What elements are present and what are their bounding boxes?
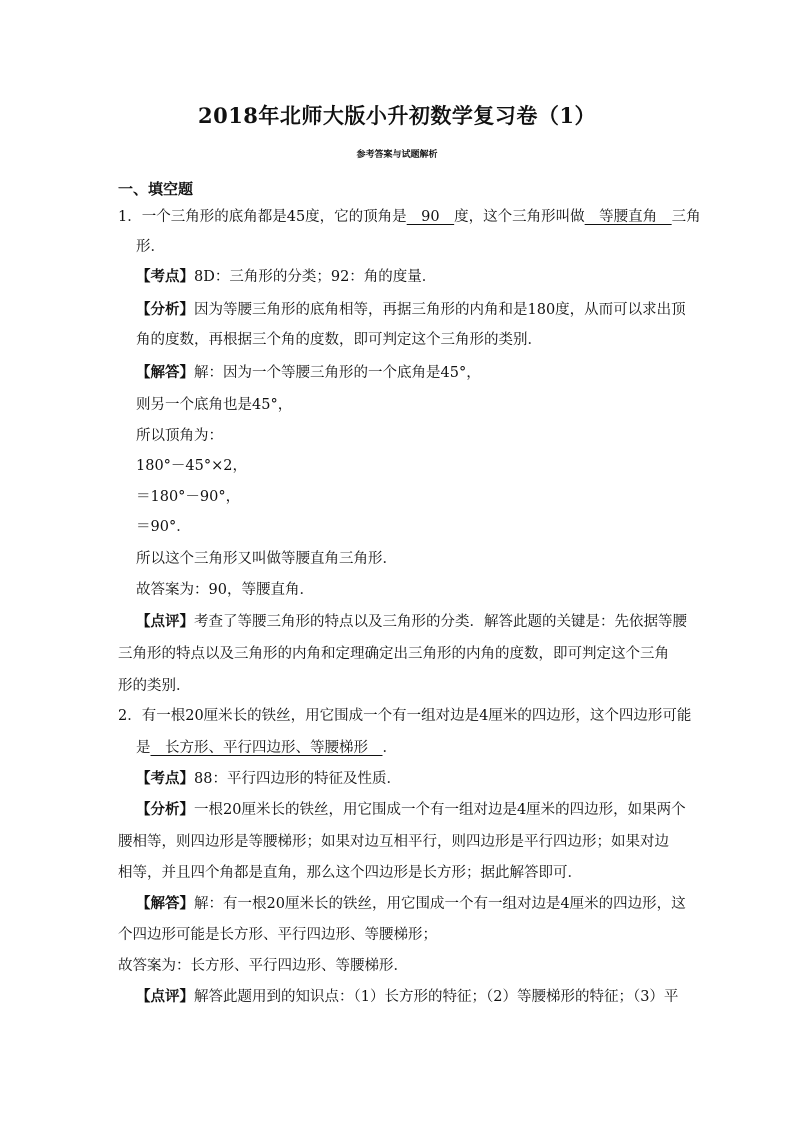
dianping-tag: 【点评】: [136, 613, 194, 630]
q1-fenxi-1: [136, 301, 686, 319]
q1-jieda-4: 180°－45°×2，: [136, 458, 248, 474]
q2-question-cont: [136, 739, 681, 757]
q2-question-line: [118, 707, 692, 725]
q2-jieda-2: 个四边形可能是长方形、平行四边形、等腰梯形；: [118, 927, 437, 943]
jieda-text: 解：有一根20厘米长的铁丝，用它围成一个有一组对边是4厘米的四边形，这: [194, 896, 686, 912]
kaodian-tag: 【考点】: [136, 268, 194, 285]
q1-fenxi-2: 角的度数，再根据三个角的度数，即可判定这个三角形的类别．: [136, 332, 542, 348]
fenxi-text: 一根20厘米长的铁丝，用它围成一个有一组对边是4厘米的四边形，如果两个: [194, 802, 686, 818]
q1-dianping-2: 三角形的特点以及三角形的内角和定理确定出三角形的内角的度数，即可判定这个三角: [118, 646, 669, 662]
q2-number: 2．: [118, 708, 142, 724]
q1-text-a: 一个三角形的底角都是45度，它的顶角是: [141, 209, 407, 225]
q1-jieda-5: ＝180°－90°，: [136, 489, 241, 505]
dianping-tag: 【点评】: [136, 988, 194, 1005]
q2-dianping-1: [136, 988, 681, 1006]
q1-question-line: [118, 208, 701, 226]
q2-text-c: ．: [382, 740, 397, 756]
q1-kaodian: [136, 268, 681, 286]
q2-text-b: 是: [136, 740, 151, 756]
kaodian-text: 8D：三角形的分类；92：角的度量．: [194, 269, 437, 285]
q1-answer-blank-2: 等腰直角: [584, 209, 672, 225]
fenxi-tag: 【分析】: [136, 801, 194, 818]
q2-answer-blank: 长方形、平行四边形、等腰梯形: [150, 740, 383, 756]
q1-dianping-1: [136, 613, 687, 631]
kaodian-text: 88：平行四边形的特征及性质．: [194, 771, 401, 787]
q2-jieda-1: [136, 895, 686, 913]
page-subtitle: 参考答案与试题解析: [356, 150, 438, 160]
q2-kaodian: [136, 770, 681, 788]
q2-fenxi-3: 相等，并且四个角都是直角，那么这个四边形是长方形；据此解答即可．: [118, 865, 582, 881]
q1-jieda-8: 故答案为：90，等腰直角．: [136, 582, 314, 598]
q1-jieda-1: [136, 364, 681, 382]
kaodian-tag: 【考点】: [136, 770, 194, 787]
q1-answer-blank-1: 90: [406, 209, 455, 225]
jieda-text: 解：因为一个等腰三角形的一个底角是45°，: [194, 365, 481, 381]
fenxi-tag: 【分析】: [136, 301, 194, 318]
q2-jieda-3: 故答案为：长方形、平行四边形、等腰梯形．: [118, 958, 408, 974]
q1-jieda-3: 所以顶角为：: [136, 428, 223, 444]
q1-question-cont: 形．: [136, 239, 165, 255]
q1-jieda-7: 所以这个三角形又叫做等腰直角三角形．: [136, 551, 397, 567]
dianping-text: 解答此题用到的知识点：（1）长方形的特征；（2）等腰梯形的特征；（3）平: [194, 989, 679, 1005]
q1-number: 1．: [118, 209, 142, 225]
q2-fenxi-1: [136, 801, 686, 819]
jieda-tag: 【解答】: [136, 895, 194, 912]
page-title: 2018年北师大版小升初数学复习卷（1）: [197, 103, 597, 128]
jieda-tag: 【解答】: [136, 364, 194, 381]
q2-text-a: 有一根20厘米长的铁丝，用它围成一个有一组对边是4厘米的四边形，这个四边形可能: [141, 708, 692, 724]
dianping-text: 考查了等腰三角形的特点以及三角形的分类．解答此题的关键是：先依据等腰: [194, 614, 687, 630]
q1-jieda-6: ＝90°．: [136, 519, 191, 535]
q2-fenxi-2: 腰相等，则四边形是等腰梯形；如果对边互相平行，则四边形是平行四边形；如果对边: [118, 834, 669, 850]
q1-jieda-2: 则另一个底角也是45°，: [136, 397, 293, 413]
section-heading: 一、填空题: [118, 180, 194, 198]
q1-text-b: 度，这个三角形叫做: [454, 209, 585, 225]
fenxi-text: 因为等腰三角形的底角相等，再据三角形的内角和是180度，从而可以求出顶: [194, 302, 686, 318]
q1-text-c: 三角: [671, 209, 701, 225]
q1-dianping-3: 形的类别．: [118, 678, 191, 694]
